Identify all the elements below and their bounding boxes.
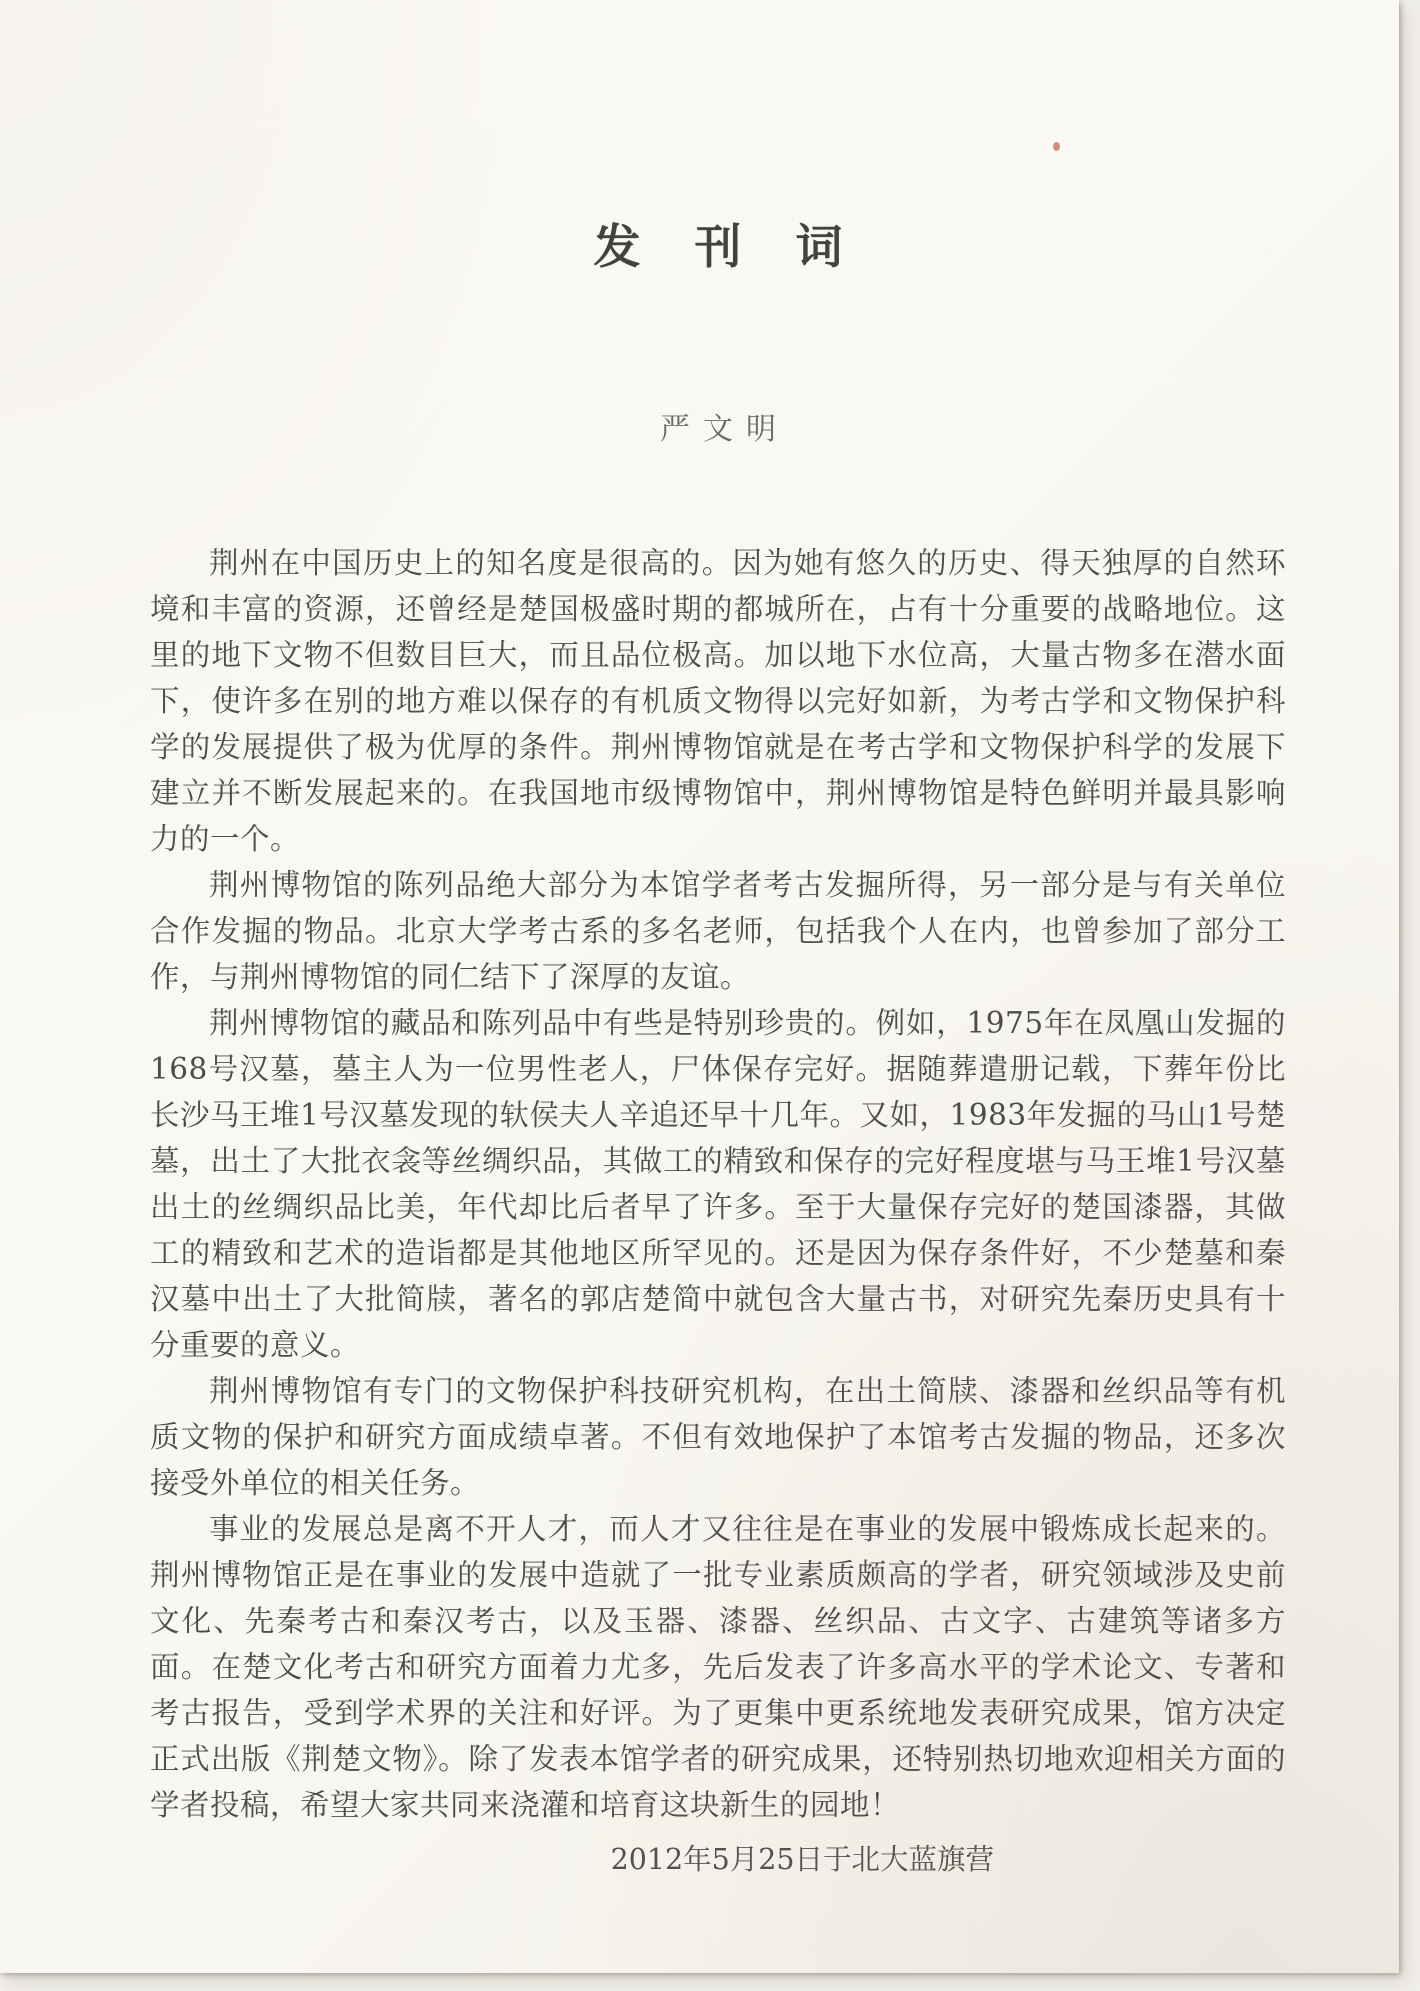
author-name: 严文明 [660, 412, 789, 447]
paragraph-2: 荆州博物馆的陈列品绝大部分为本馆学者考古发掘所得，另一部分是与有关单位合作发掘的物品。北京大学考古系的多名老师，包括我个人在内，也曾参加了部分工作，与荆州博物馆的同仁结下了深厚的友谊。 [150, 868, 1286, 994]
paragraph-1: 荆州在中国历史上的知名度是很高的。因为她有悠久的历史、得天独厚的自然环境和丰富的资源，还曾经是楚国极盛时期的都城所在，占有十分重要的战略地位。这里的地下文物不但数目巨大，而且品位极高。加以地下水位高，大量古物多在潜水面下，使许多在别的地方难以保存的有机质文物得以完好如新，为考古学和文物保护科学的发展提供了极为优厚的条件。荆州博物馆就是在考古学和文物保护科学的发展下建立并不断发展起来的。在我国地市级博物馆中，荆州博物馆是特色鲜明并最具影响力的一个。 [150, 546, 1286, 856]
dateline: 2012年5月25日于北大蓝旗营 [610, 1843, 994, 1876]
paragraph-3: 荆州博物馆的藏品和陈列品中有些是特别珍贵的。例如，1975年在凤凰山发掘的168号汉墓，墓主人为一位男性老人，尸体保存完好。据随葬遣册记载，下葬年份比长沙马王堆1号汉墓发现的轪侯夫人辛追还早十几年。又如，1983年发掘的马山1号楚墓，出土了大批衣衾等丝绸织品，其做工的精致和保存的完好程度堪与马王堆1号汉墓出土的丝绸织品比美，年代却比后者早了许多。至于大量保存完好的楚国漆器，其做工的精致和艺术的造诣都是其他地区所罕见的。还是因为保存条件好，不少楚墓和秦汉墓中出土了大批简牍，著名的郭店楚简中就包含大量古书，对研究先秦历史具有十分重要的意义。 [150, 1006, 1286, 1362]
foreword-body [150, 540, 1286, 1828]
paragraph-4: 荆州博物馆有专门的文物保护科技研究机构，在出土简牍、漆器和丝织品等有机质文物的保护和研究方面成绩卓著。不但有效地保护了本馆考古发掘的物品，还多次接受外单位的相关任务。 [150, 1374, 1286, 1500]
scan-speck [1053, 142, 1060, 151]
page-title: 发刊词 [593, 220, 897, 275]
paragraph-5: 事业的发展总是离不开人才，而人才又往往是在事业的发展中锻炼成长起来的。荆州博物馆正是在事业的发展中造就了一批专业素质颇高的学者，研究领域涉及史前文化、先秦考古和秦汉考古，以及玉器、漆器、丝织品、古文字、古建筑等诸多方面。在楚文化考古和研究方面着力尤多，先后发表了许多高水平的学术论文、专著和考古报告，受到学术界的关注和好评。为了更集中更系统地发表研究成果，馆方决定正式出版《荆楚文物》。除了发表本馆学者的研究成果，还特别热切地欢迎相关方面的学者投稿，希望大家共同来浇灌和培育这块新生的园地！ [150, 1512, 1286, 1822]
